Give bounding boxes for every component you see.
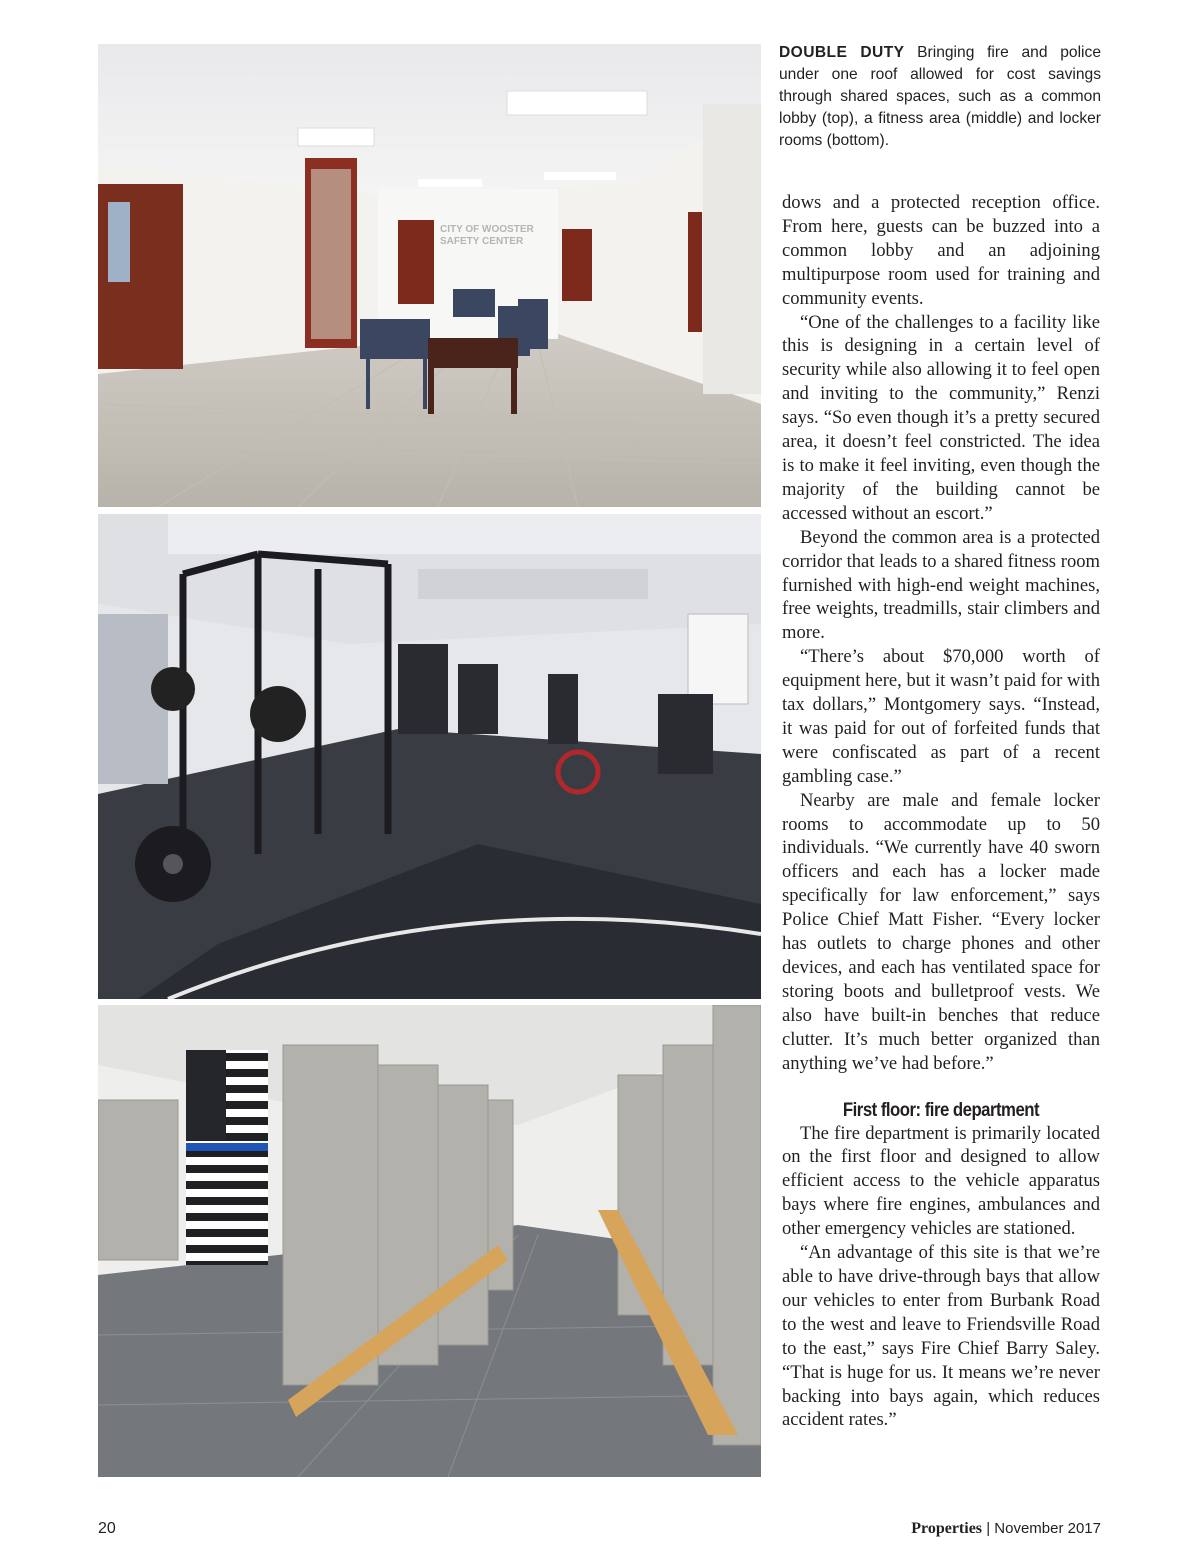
caption-text: Bringing fire and police under one roof allowed for cost savings through shared spaces, such as a common lobby (top), a fitness area (middle) and locker rooms (bottom). [779,44,1101,149]
article-column [782,191,1100,1432]
locker-illustration [98,1005,761,1477]
article-paragraph: dows and a protected reception office. From here, guests can be buzzed into a common lobby and an adjoining multipurpose room used for training and community events. [782,192,1100,309]
gym-illustration [98,514,761,999]
article-paragraph: The fire department is primarily located on the first floor and designed to allow efficient access to the vehicle apparatus bays where fire engines, ambulances and other emergency vehicles are stationed. [782,1122,1100,1240]
publication-footer [911,1520,1101,1538]
article-paragraph: Beyond the common area is a protected corridor that leads to a shared fitness room furnished with high-end weight machines, free weights, treadmills, stair climbers and more. [782,526,1100,644]
article-paragraph: “There’s about $70,000 worth of equipment here, but it wasn’t paid for with tax dollars,” Montgomery says. “Instead, it was paid for out of forfeited funds that were confiscated as part of a recent gambling case.” [782,646,1100,787]
lobby-sign-line2: SAFETY CENTER [440,236,524,247]
article-paragraph: Nearby are male and female locker rooms to accommodate up to 50 individuals. “We currently have 40 sworn officers and each has a locker made specifically for law enforcement,” says Police Chief Matt Fisher. “Every locker has outlets to charge phones and other devices, and each has ventilated space for storing boots and bulletproof vests. We also have built-in benches that reduce clutter. It’s much better organized than anything we’ve had before.” [782,789,1100,1074]
fitness-room-photo [98,514,761,999]
footer-separator: | [982,1520,995,1537]
section-subhead: First floor: fire department [842,1098,1040,1121]
coffee-table [428,338,518,368]
photo-caption [779,42,1101,152]
article-paragraph: “An advantage of this site is that we’re able to have drive-through bays that allow our vehicles to enter from Burbank Road to the west and leave to Friendsville Road to the east,” says Fire Chief Barry Saley. “That is huge for us. It means we’re never backing into bays again, which reduces accident rates.” [782,1242,1100,1431]
caption-lead: DOUBLE DUTY [779,44,905,61]
magazine-name: Properties [911,1520,983,1537]
issue-date: November 2017 [994,1520,1101,1537]
lobby-illustration [98,44,761,507]
article-paragraph: “One of the challenges to a facility like this is designing in a certain level of security while also allowing it to feel open and inviting to the community,” Renzi says. “So even though it’s a pretty secured area, it doesn’t feel constricted. The idea is to make it feel inviting, even though the majority of the building cannot be accessed without an escort.” [782,311,1100,524]
leg-machine [658,694,713,774]
page-number: 20 [98,1520,116,1537]
hall-door [398,220,434,304]
lobby-sign-line1: CITY OF WOOSTER [440,224,534,235]
lobby-photo [98,44,761,507]
locker-room-photo [98,1005,761,1477]
american-flag [186,1050,268,1265]
